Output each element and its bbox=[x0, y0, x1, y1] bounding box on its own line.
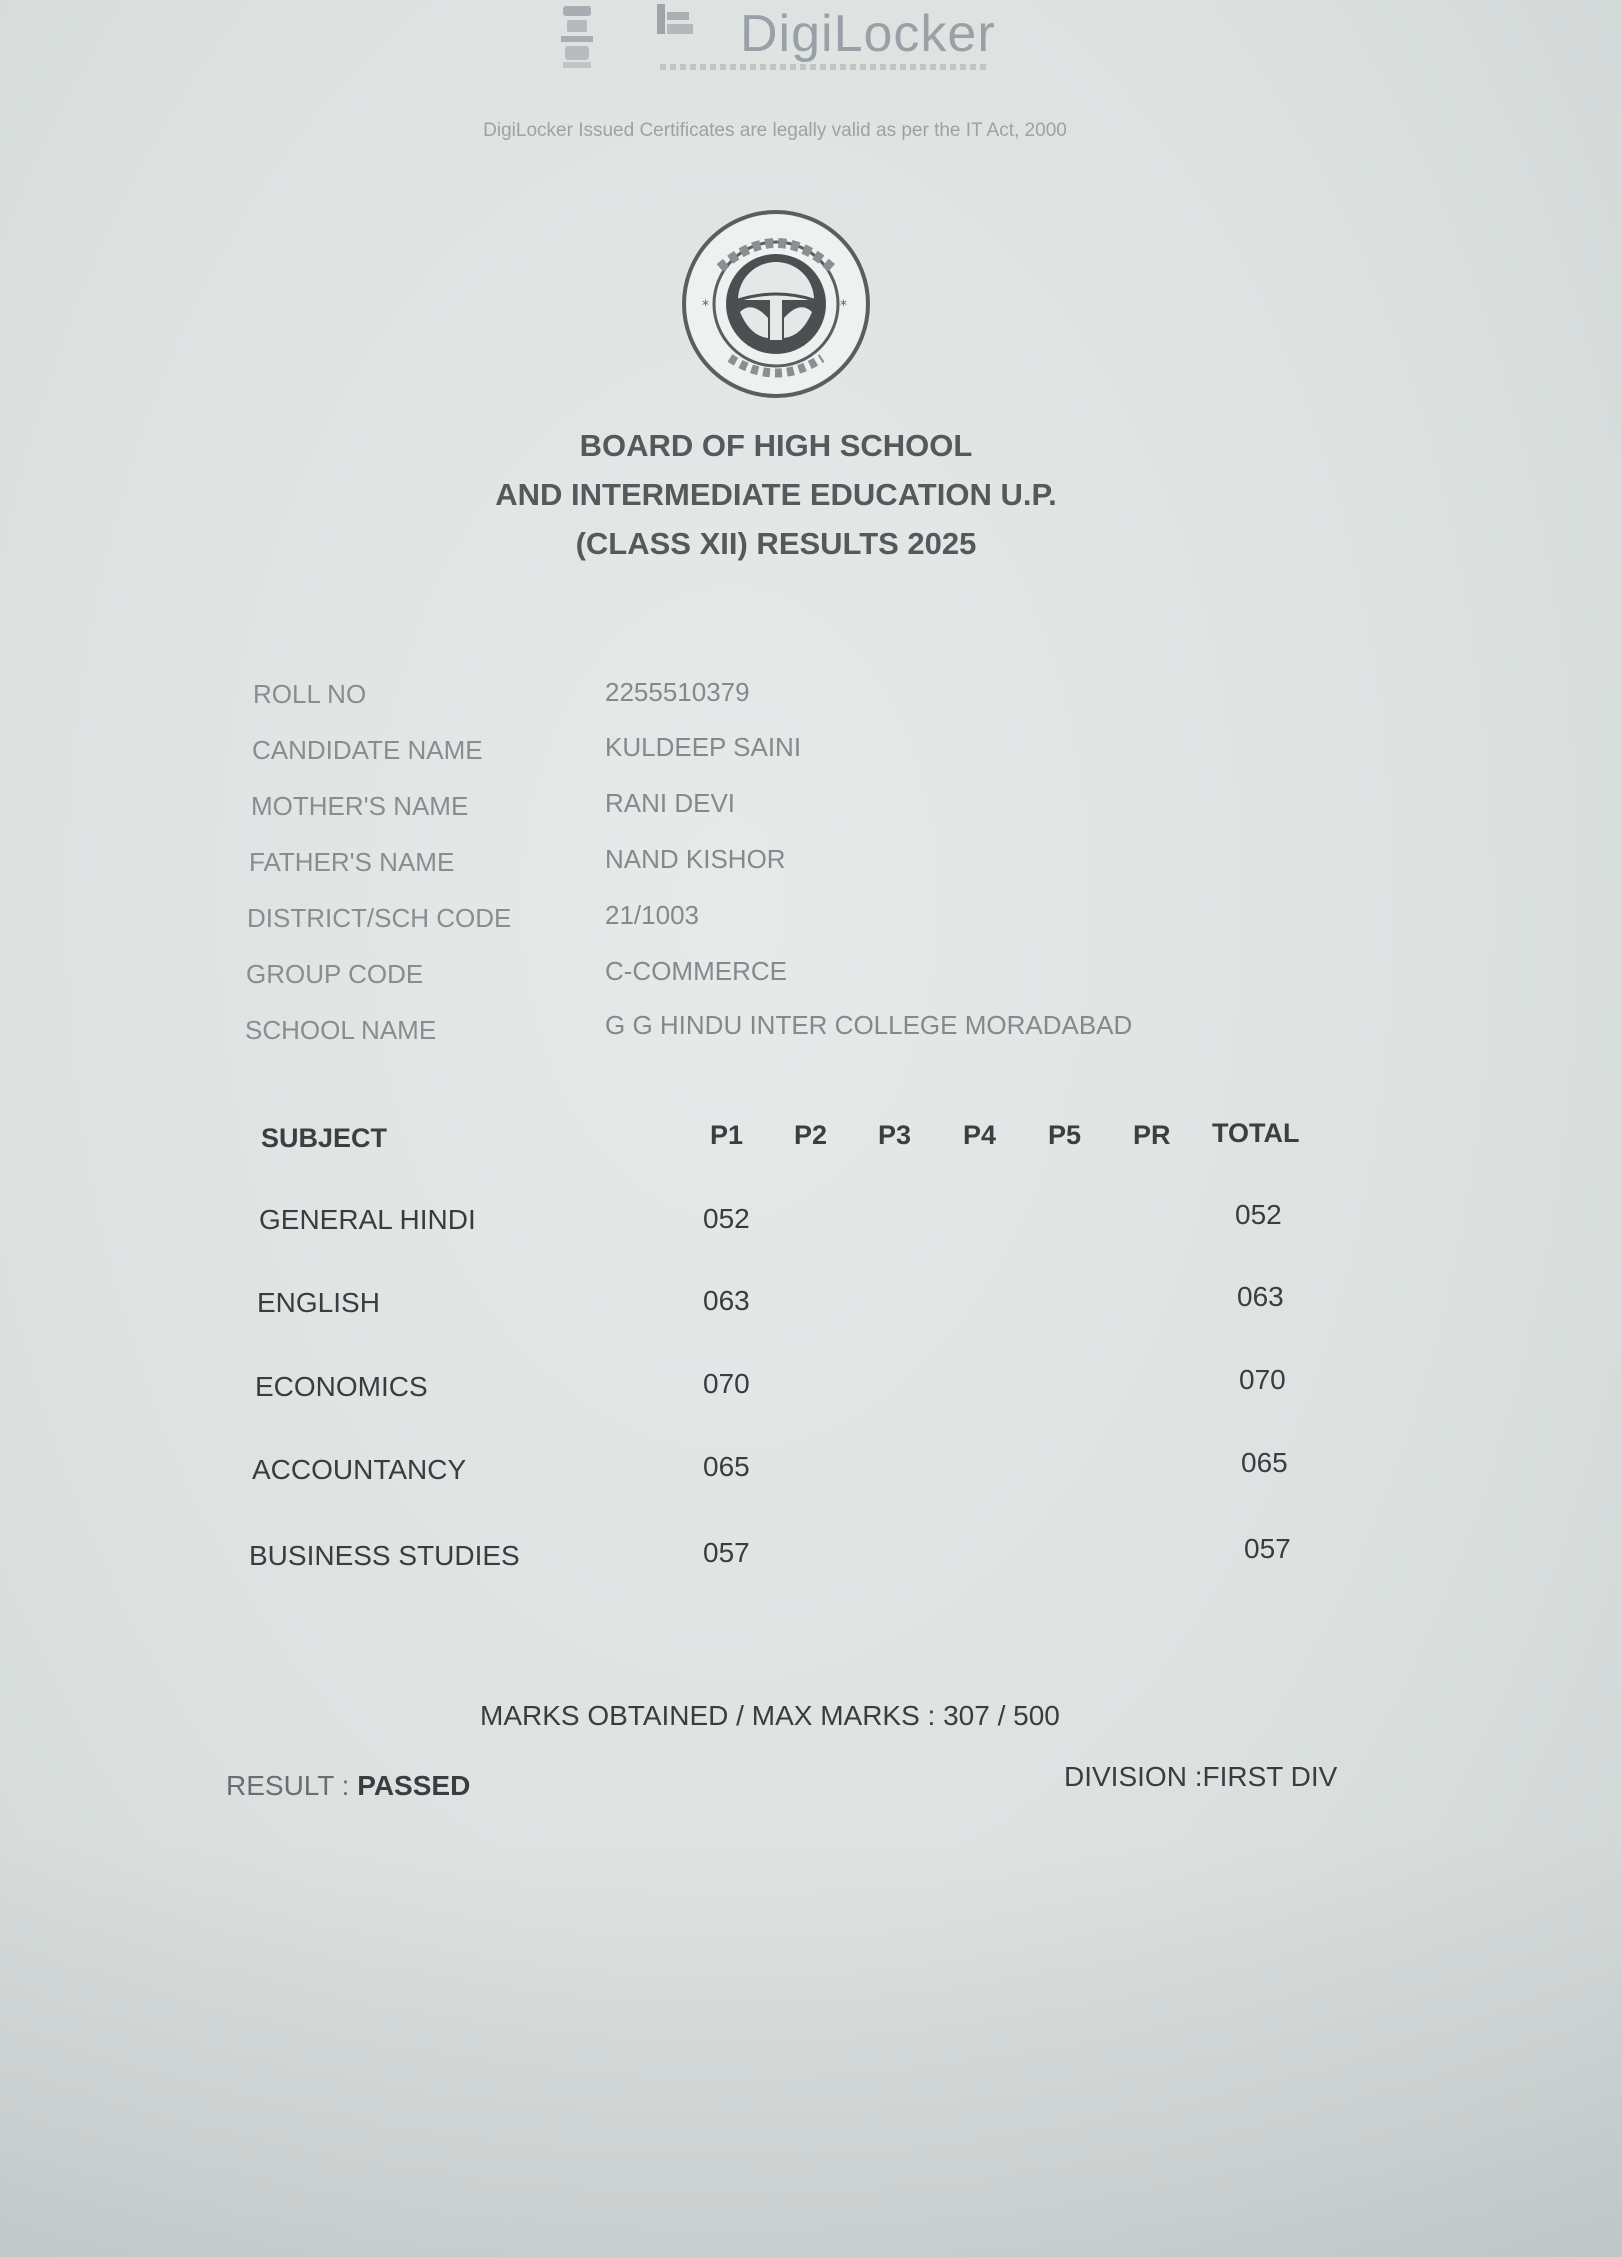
total-english: 063 bbox=[1237, 1281, 1284, 1312]
results-title: (CLASS XII) RESULTS 2025 bbox=[575, 526, 977, 561]
p1-business-studies: 057 bbox=[703, 1537, 750, 1568]
digilocker-wordmark: DigiLocker bbox=[740, 5, 996, 63]
total-economics: 070 bbox=[1239, 1364, 1286, 1395]
mother-name-value: RANI DEVI bbox=[605, 788, 736, 818]
mother-name-label: MOTHER'S NAME bbox=[251, 791, 469, 821]
legal-disclaimer: DigiLocker Issued Certificates are legally valid as per the IT Act, 2000 bbox=[483, 120, 1067, 141]
result-value: PASSED bbox=[357, 1770, 471, 1801]
p1-general-hindi: 052 bbox=[703, 1203, 750, 1234]
subject-accountancy: ACCOUNTANCY bbox=[252, 1454, 467, 1485]
header-p2: P2 bbox=[794, 1120, 828, 1150]
digilocker-tagline bbox=[660, 64, 990, 70]
school-name-value: G G HINDU INTER COLLEGE MORADABAD bbox=[605, 1010, 1133, 1040]
header-p4: P4 bbox=[963, 1120, 997, 1150]
subject-general-hindi: GENERAL HINDI bbox=[259, 1204, 476, 1235]
header-p3: P3 bbox=[878, 1120, 912, 1150]
candidate-name-value: KULDEEP SAINI bbox=[605, 732, 802, 762]
board-title-line1: BOARD OF HIGH SCHOOL bbox=[579, 428, 973, 463]
p1-economics: 070 bbox=[703, 1368, 750, 1399]
subject-english: ENGLISH bbox=[257, 1287, 380, 1318]
svg-text:*: * bbox=[840, 298, 847, 314]
subject-business-studies: BUSINESS STUDIES bbox=[249, 1540, 520, 1571]
candidate-name-label: CANDIDATE NAME bbox=[252, 735, 483, 765]
district-sch-code-value: 21/1003 bbox=[605, 900, 699, 930]
district-sch-code-label: DISTRICT/SCH CODE bbox=[247, 903, 512, 933]
header-p5: P5 bbox=[1048, 1120, 1082, 1150]
roll-no-label: ROLL NO bbox=[253, 679, 367, 709]
total-accountancy: 065 bbox=[1241, 1447, 1288, 1478]
result-label: RESULT : bbox=[226, 1770, 358, 1801]
svg-text:*: * bbox=[702, 298, 709, 314]
national-emblem-icon bbox=[555, 2, 600, 72]
total-business-studies: 057 bbox=[1244, 1533, 1291, 1564]
header-p1: P1 bbox=[710, 1120, 744, 1150]
header-total: TOTAL bbox=[1212, 1118, 1300, 1148]
group-code-label: GROUP CODE bbox=[246, 959, 424, 989]
total-general-hindi: 052 bbox=[1235, 1199, 1282, 1230]
digilocker-logo bbox=[555, 0, 1015, 75]
up-board-emblem-icon bbox=[680, 208, 872, 400]
division: DIVISION :FIRST DIV bbox=[1064, 1761, 1338, 1792]
header-subject: SUBJECT bbox=[261, 1123, 388, 1153]
digilocker-mark-icon bbox=[655, 0, 695, 40]
marks-obtained: MARKS OBTAINED / MAX MARKS : 307 / 500 bbox=[480, 1700, 1060, 1731]
father-name-value: NAND KISHOR bbox=[605, 844, 786, 874]
p1-english: 063 bbox=[703, 1285, 750, 1316]
board-title-line2: AND INTERMEDIATE EDUCATION U.P. bbox=[495, 477, 1057, 512]
header-pr: PR bbox=[1133, 1120, 1171, 1150]
result-status bbox=[226, 1770, 470, 1802]
page-shadow bbox=[0, 1837, 1622, 2257]
father-name-label: FATHER'S NAME bbox=[249, 847, 455, 877]
school-name-label: SCHOOL NAME bbox=[245, 1015, 437, 1045]
group-code-value: C-COMMERCE bbox=[605, 956, 787, 986]
subject-economics: ECONOMICS bbox=[255, 1371, 428, 1402]
roll-no-value: 2255510379 bbox=[605, 677, 750, 707]
p1-accountancy: 065 bbox=[703, 1451, 750, 1482]
